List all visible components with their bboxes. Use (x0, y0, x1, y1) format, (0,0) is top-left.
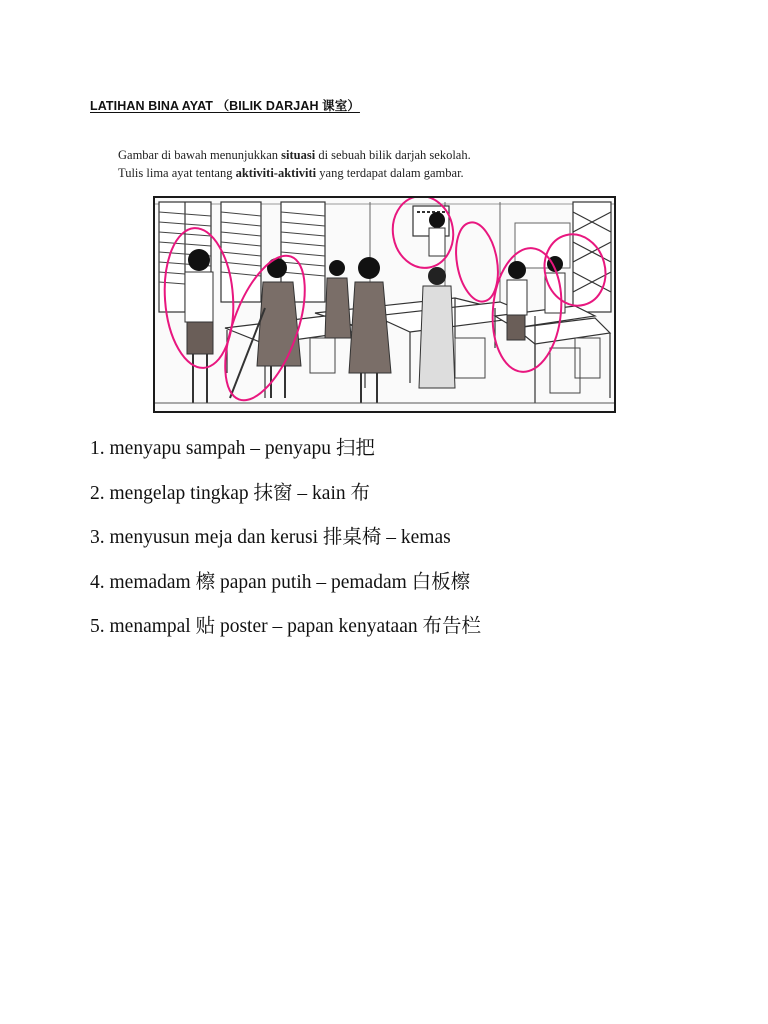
answer-item: 1. menyapu sampah – penyapu 扫把 (90, 438, 375, 459)
instructions (118, 146, 471, 182)
instruction-text: yang terdapat dalam gambar. (316, 166, 464, 180)
instruction-line-2 (118, 164, 471, 182)
classroom-drawing (155, 198, 614, 411)
instruction-text: Tulis lima ayat tentang (118, 166, 236, 180)
window-right (573, 202, 611, 312)
answer-item: 2. mengelap tingkap 抹窗 – kain 布 (90, 482, 370, 504)
instruction-bold: aktiviti-aktiviti (235, 166, 317, 180)
classroom-illustration (153, 196, 616, 413)
instruction-bold: situasi (281, 148, 316, 162)
answer-item: 5. menampal 贴 poster – papan kenyataan 布告栏 (90, 616, 481, 637)
answer-item: 3. menyusun meja dan kerusi 排桌椅 – kemas (90, 527, 451, 548)
instruction-text: di sebuah bilik darjah sekolah. (315, 148, 471, 162)
instruction-line-1 (118, 146, 471, 164)
answer-item: 4. memadam 檫 papan putih – pemadam 白板檫 (90, 571, 471, 593)
instruction-text: Gambar di bawah menunjukkan (118, 148, 282, 162)
worksheet-title: LATIHAN BINA AYAT （BILIK DARJAH 课室） (90, 99, 360, 113)
answer-list (90, 434, 481, 657)
